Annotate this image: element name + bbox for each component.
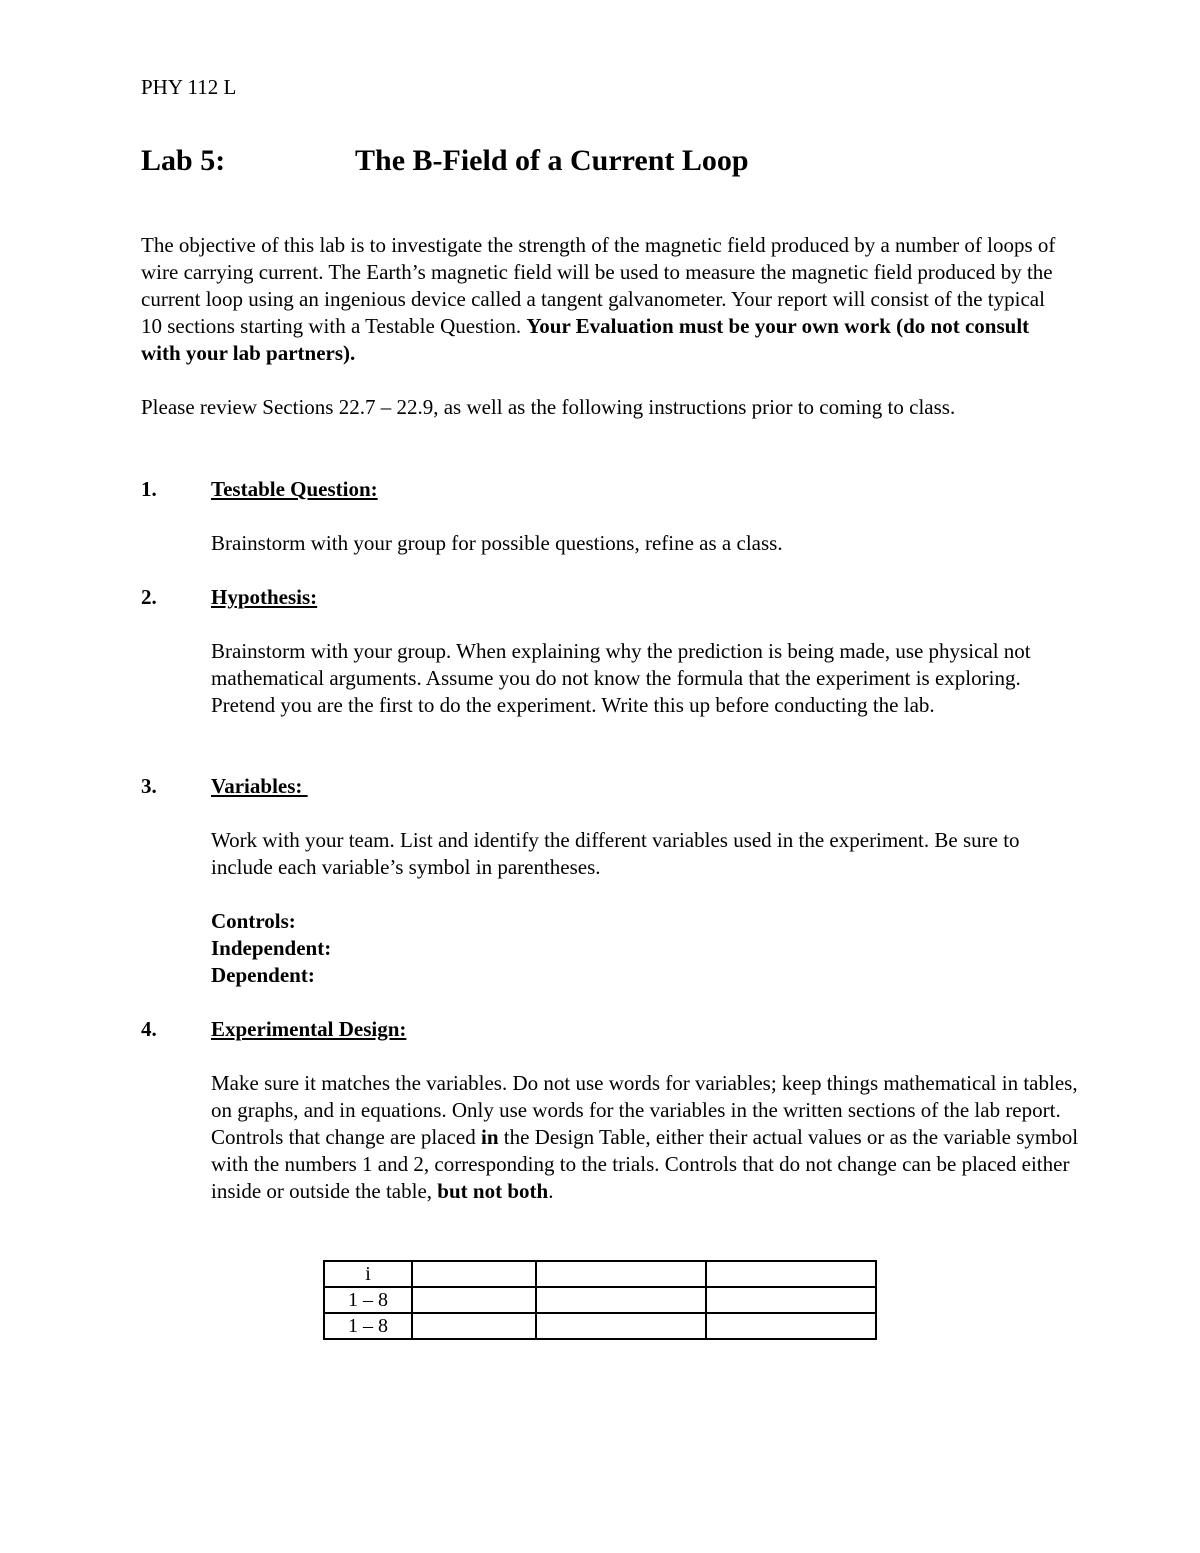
section-4-body: [211, 1070, 1081, 1205]
section-4-body-c: the Design Table, either their actual values or as the variable symbol with the numbers 1 and 2, corresponding to the trials. Controls that do not change can be placed either inside or outside the table,: [211, 1125, 1079, 1203]
table-row: [324, 1261, 876, 1287]
table-cell: [706, 1261, 876, 1287]
course-code: PHY 112 L: [141, 75, 237, 99]
section-1-number: 1.: [141, 477, 157, 501]
controls-label: Controls:: [211, 909, 296, 933]
intro-bold-text: Your Evaluation must be your own work (do not consult with your lab partners).: [141, 314, 1030, 365]
section-2-heading: Hypothesis:: [211, 585, 318, 609]
dependent-label: Dependent:: [211, 963, 315, 987]
section-4-emphasis-not-both: but not both: [437, 1179, 549, 1203]
section-3-body: Work with your team. List and identify the different variables used in the experiment. Be sure to include each variable’s symbol in parentheses.: [211, 828, 1020, 879]
section-1-heading: Testable Question:: [211, 477, 378, 501]
lab-number: Lab 5:: [141, 144, 226, 177]
table-cell: [536, 1261, 706, 1287]
table-cell: [536, 1313, 706, 1339]
table-cell: [536, 1287, 706, 1313]
intro-paragraph: [141, 232, 1071, 367]
section-4-emphasis-in: in: [480, 1125, 499, 1149]
section-2-number: 2.: [141, 585, 157, 609]
table-cell: [412, 1287, 536, 1313]
section-4-heading: Experimental Design:: [211, 1017, 407, 1041]
table-cell: [412, 1261, 536, 1287]
table-cell: [706, 1287, 876, 1313]
section-3-heading: Variables:: [211, 774, 308, 798]
section-4-number: 4.: [141, 1017, 157, 1041]
table-cell: i: [324, 1261, 412, 1287]
section-3-number: 3.: [141, 774, 157, 798]
independent-label: Independent:: [211, 936, 332, 960]
table-row: [324, 1313, 876, 1339]
table-cell: [706, 1313, 876, 1339]
lab-title: The B-Field of a Current Loop: [355, 144, 749, 177]
section-4-body-e: .: [548, 1179, 554, 1203]
design-table: [323, 1260, 877, 1340]
page-title: [141, 143, 749, 179]
section-2-body: Brainstorm with your group. When explaining why the prediction is being made, use physical not mathematical arguments. Assume you do not know the formula that the experiment is exploring. Pretend you are the first to do the experiment. Write this up before conducting the lab.: [211, 639, 1031, 717]
review-paragraph: Please review Sections 22.7 – 22.9, as well as the following instructions prior to coming to class.: [141, 395, 956, 419]
table-row: [324, 1287, 876, 1313]
section-1-body: Brainstorm with your group for possible questions, refine as a class.: [211, 531, 783, 555]
table-cell: 1 – 8: [324, 1287, 412, 1313]
section-4-body-a: Make sure it matches the variables. Do not use words for variables; keep things mathematical in tables, on graphs, and in equations. Only use words for the variables in the written sections of the lab report. Controls that change are placed: [211, 1071, 1078, 1149]
table-cell: [412, 1313, 536, 1339]
intro-text: The objective of this lab is to investigate the strength of the magnetic field produced by a number of loops of wire carrying current. The Earth’s magnetic field will be used to measure the magnetic field produced by the current loop using an ingenious device called a tangent galvanometer. Your report will consist of the typical 10 sections starting with a Testable Question.: [141, 233, 1056, 338]
table-cell: 1 – 8: [324, 1313, 412, 1339]
